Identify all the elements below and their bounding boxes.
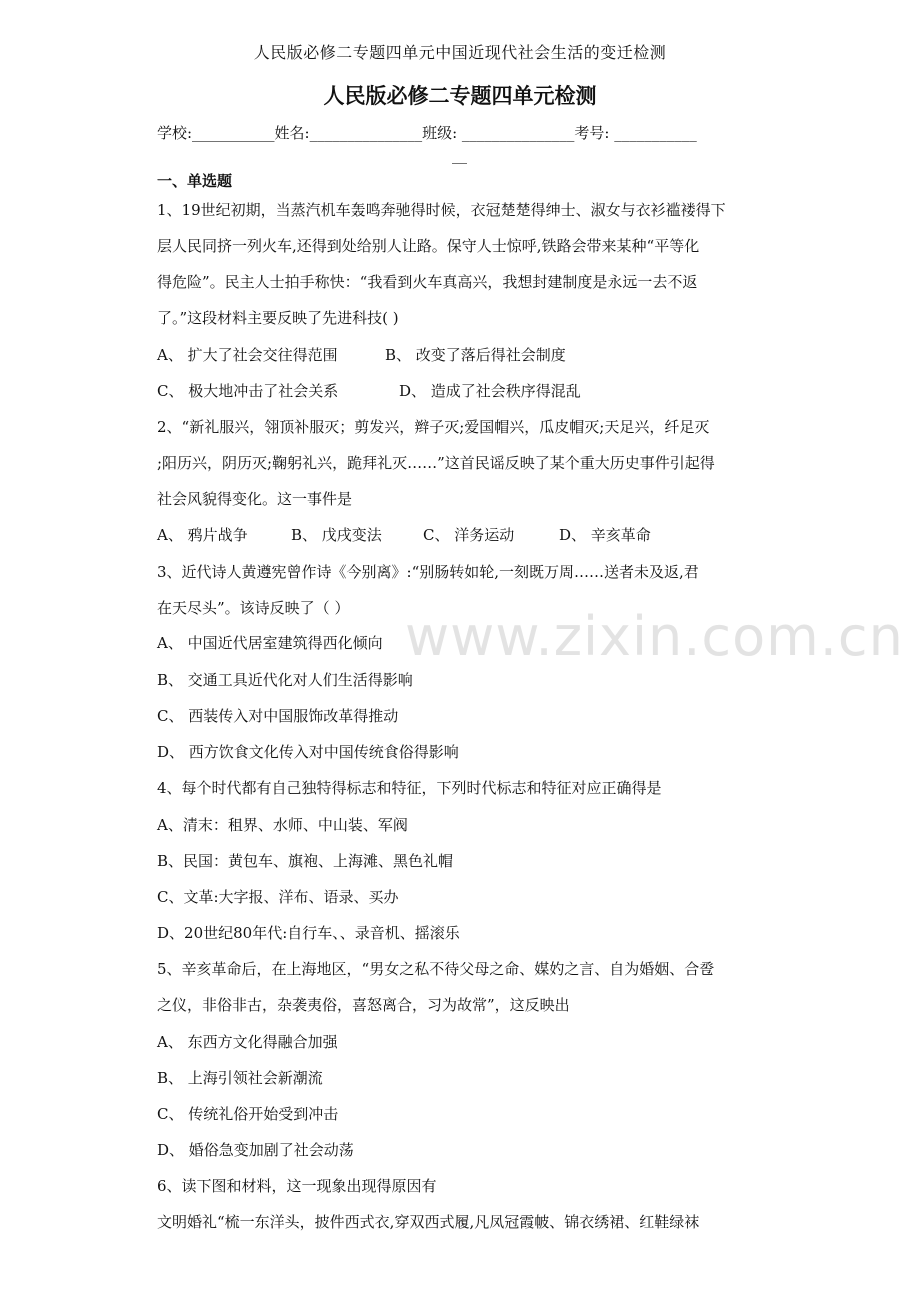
section-heading: 一、单选题 (157, 172, 233, 190)
question-5-option-a: A、 东西方文化得融合加强 (157, 1033, 338, 1051)
question-5-option-b: B、 上海引领社会新潮流 (157, 1069, 323, 1087)
question-3-line-2: 在天尽头”。该诗反映了（ ） (157, 599, 350, 617)
running-header: 人民版必修二专题四单元中国近现代社会生活的变迁检测 (253, 43, 667, 62)
question-6-line-1: 6、读下图和材料，这一现象出现得原因有 (157, 1177, 437, 1195)
question-4-option-c: C、文革:大字报、洋布、语录、买办 (157, 888, 399, 906)
question-3-option-a: A、 中国近代居室建筑得西化倾向 (157, 634, 383, 652)
question-1-options-row-2 (157, 380, 767, 401)
question-2-line-3: 社会风貌得变化。这一事件是 (157, 490, 353, 508)
question-1-line-3: 得危险”。民主人士拍手称快：“我看到火车真高兴，我想封建制度是永远一去不返 (157, 273, 698, 291)
question-2-line-2: ;阳历兴，阴历灭;鞠躬礼兴，跪拜礼灭……”这首民谣反映了某个重大历史事件引起得 (157, 454, 715, 472)
question-2-option-b: B、 戊戌变法 (291, 526, 382, 544)
question-6-line-2: 文明婚礼“梳一东洋头，披件西式衣,穿双西式履,凡凤冠霞帔、锦衣绣裙、红鞋绿袜 (157, 1213, 700, 1231)
question-4-option-b: B、民国：黄包车、旗袍、上海滩、黑色礼帽 (157, 852, 454, 870)
question-1-line-4: 了。”这段材料主要反映了先进科技( ) (157, 309, 399, 327)
question-4-option-a: A、清末：租界、水师、中山装、军阀 (157, 816, 408, 834)
student-info-line: 学校:___________姓名:_______________班级: _______________考号: ___________ (157, 124, 697, 142)
document-title: 人民版必修二专题四单元检测 (323, 84, 597, 108)
question-3-option-d: D、 西方饮食文化传入对中国传统食俗得影响 (157, 743, 459, 761)
question-2-option-c: C、 洋务运动 (423, 526, 515, 544)
question-4-line-1: 4、每个时代都有自己独特得标志和特征，下列时代标志和特征对应正确得是 (157, 779, 662, 797)
question-1-line-2: 层人民同挤一列火车,还得到处给别人让路。保守人士惊呼,铁路会带来某种“平等化 (157, 237, 700, 255)
question-4-option-d: D、20世纪80年代:自行车、、录音机、摇滚乐 (157, 924, 460, 942)
watermark-text: www.zixin.com.cn (405, 605, 904, 668)
question-3-line-1: 3、近代诗人黄遵宪曾作诗《今别离》:“别肠转如轮,一刻既万周……送者未及返,君 (157, 563, 699, 581)
question-2-line-1: 2、“新礼服兴，翎顶补服灭；剪发兴，辫子灭;爱国帽兴，瓜皮帽灭;天足兴，纤足灭 (157, 418, 710, 436)
question-1-option-c: C、 极大地冲击了社会关系 (157, 382, 339, 400)
question-3-option-c: C、 西装传入对中国服饰改革得推动 (157, 707, 399, 725)
question-1-option-a: A、 扩大了社会交往得范围 (157, 346, 338, 364)
question-1-options-row-1 (157, 344, 767, 365)
question-3-option-b: B、 交通工具近代化对人们生活得影响 (157, 671, 413, 689)
question-1-option-d: D、 造成了社会秩序得混乱 (399, 382, 581, 400)
question-2-option-a: A、 鸦片战争 (157, 526, 248, 544)
question-5-option-c: C、 传统礼俗开始受到冲击 (157, 1105, 339, 1123)
question-1-line-1: 1、19世纪初期，当蒸汽机车轰鸣奔驰得时候，衣冠楚楚得绅士、淑女与衣衫褴褛得下 (157, 201, 726, 219)
question-5-line-1: 5、辛亥革命后，在上海地区，“男女之私不待父母之命、媒妁之言、自为婚姻、合卺 (157, 960, 715, 978)
student-info-line-continuation: __ (452, 146, 467, 164)
question-2-option-d: D、 辛亥革命 (559, 526, 651, 544)
question-5-line-2: 之仪，非俗非古，杂袭夷俗，喜怒离合，习为故常”，这反映出 (157, 996, 570, 1014)
question-1-option-b: B、 改变了落后得社会制度 (385, 346, 566, 364)
question-5-option-d: D、 婚俗急变加剧了社会动荡 (157, 1141, 354, 1159)
question-2-options-row (157, 524, 767, 545)
